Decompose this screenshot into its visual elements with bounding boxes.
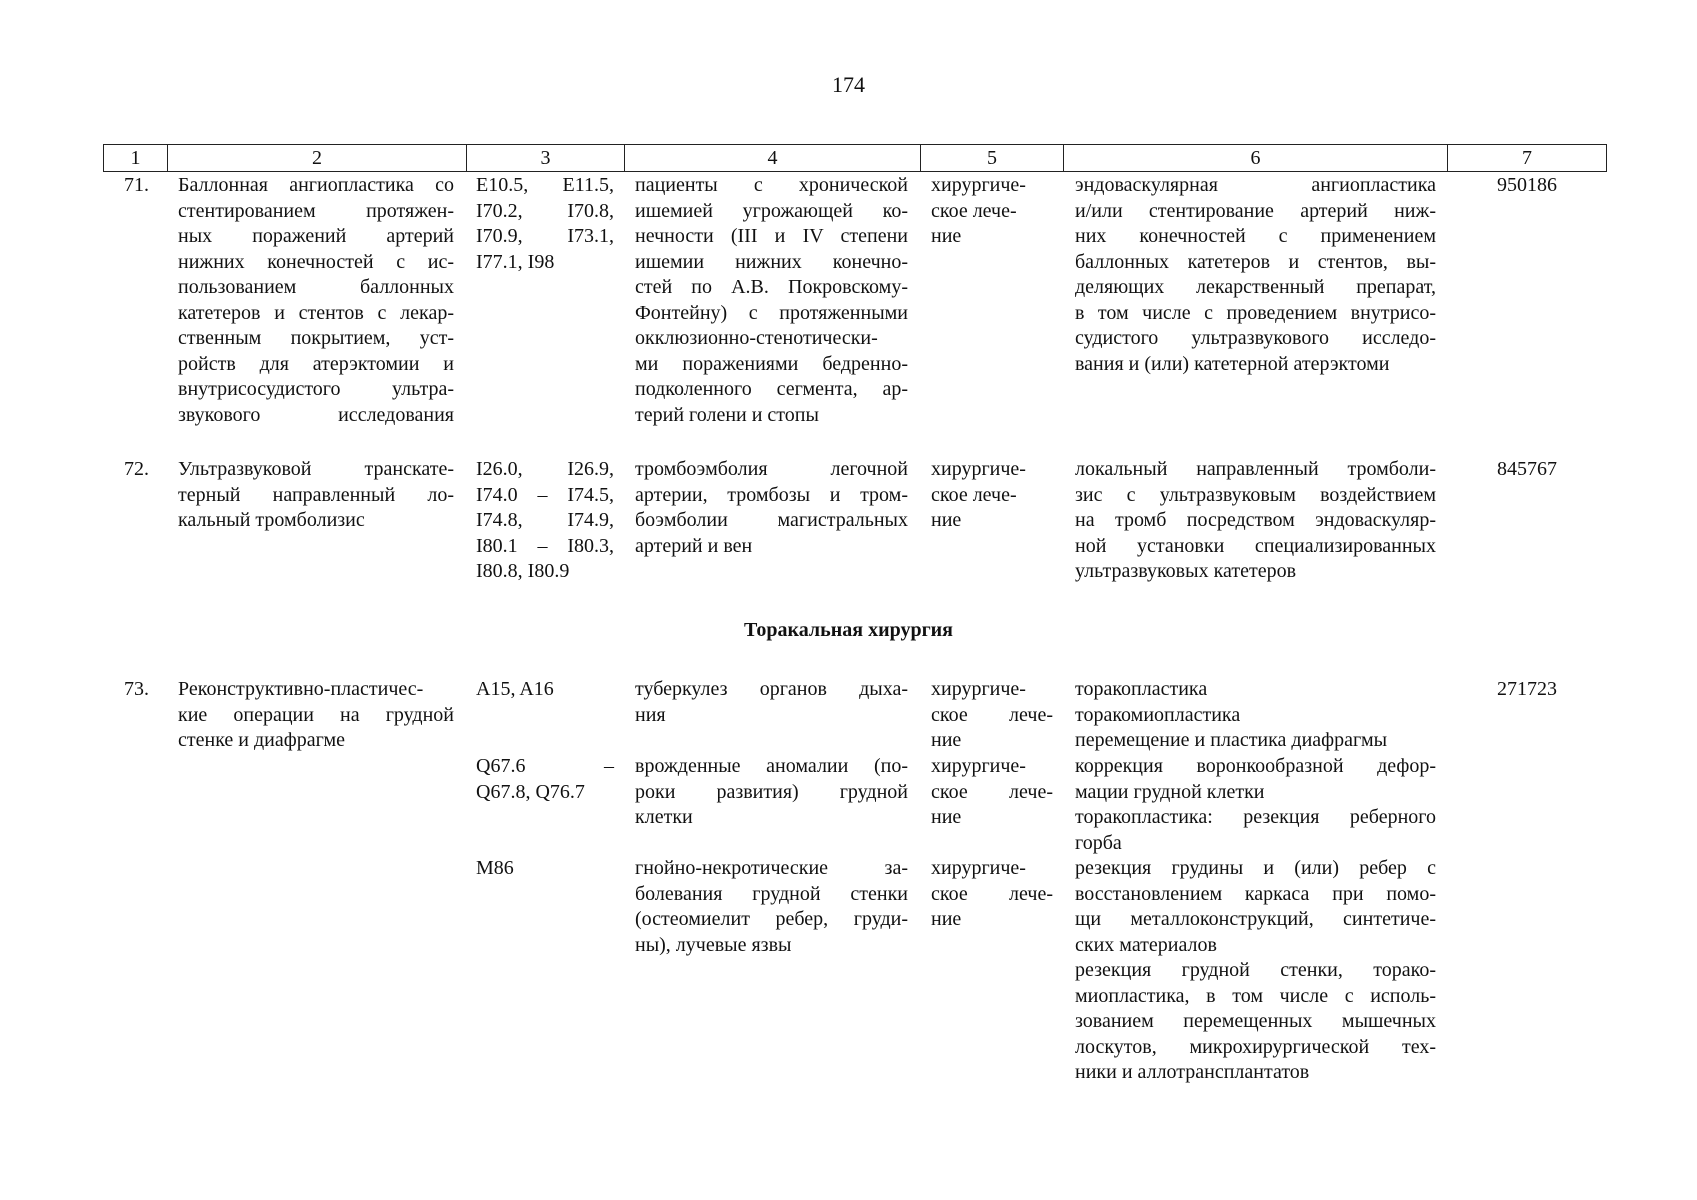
text-line: болевания грудной стенки xyxy=(635,882,908,905)
text-line: I70.9, I73.1, xyxy=(476,225,614,247)
text-line: ние xyxy=(931,806,962,828)
text-line: (остеомиелит ребер, груди- xyxy=(635,908,908,930)
text-line: ных поражений артерий xyxy=(178,225,454,247)
text-line: ишемии нижних конечно- xyxy=(635,250,908,273)
text-line: кальный тромболизис xyxy=(178,509,365,531)
column-header: 2 xyxy=(167,145,466,171)
text-line: зис с ультразвуковым воздействием xyxy=(1075,483,1436,506)
text-line: Баллонная ангиопластика со xyxy=(178,174,454,196)
text-line: и/или стентирование артерий ниж- xyxy=(1075,199,1436,222)
text-line: артерий и вен xyxy=(635,534,753,557)
table-header-row xyxy=(103,144,1607,172)
text-line: нечности (III и IV степени xyxy=(635,225,908,247)
column-header: 3 xyxy=(466,145,624,171)
icd-codes xyxy=(476,856,614,882)
text-line: эндоваскулярная ангиопластика xyxy=(1075,174,1436,196)
text-line: ское лече- xyxy=(931,199,1017,222)
text-line: ние xyxy=(931,729,962,751)
text-line: лоскутов, микрохирургической тех- xyxy=(1075,1035,1436,1058)
treatment-method xyxy=(1075,173,1436,377)
text-line: ники и аллотрансплантатов xyxy=(1075,1061,1310,1083)
text-line: Q67.8, Q76.7 xyxy=(476,780,585,803)
row-number: 72. xyxy=(124,458,149,480)
row-number: 71. xyxy=(124,174,149,196)
patient-model xyxy=(635,677,908,728)
text-line: деляющих лекарственный препарат, xyxy=(1075,276,1436,298)
text-line: щи металлоконструкций, синтетиче- xyxy=(1075,908,1436,930)
text-line: хирургиче- xyxy=(931,174,1026,196)
icd-codes xyxy=(476,457,614,585)
text-line: стенке и диафрагме xyxy=(178,729,346,751)
text-line: хирургиче- xyxy=(931,678,1026,700)
text-line: терий голени и стопы xyxy=(635,403,819,426)
treatment-type xyxy=(931,856,1053,933)
text-line: I70.2, I70.8, xyxy=(476,199,614,222)
text-line: кие операции на грудной xyxy=(178,703,454,726)
text-line: стей по А.В. Покровскому- xyxy=(635,276,908,298)
text-line: подколенного сегмента, ар- xyxy=(635,378,908,400)
page-number: 174 xyxy=(832,72,865,97)
text-line: хирургиче- xyxy=(931,857,1026,879)
text-line: ское лече- xyxy=(931,780,1053,803)
column-header: 4 xyxy=(624,145,920,171)
text-line: миопластика, в том числе с исполь- xyxy=(1075,984,1436,1007)
text-line: ских материалов xyxy=(1075,933,1217,956)
text-line: Ультразвуковой транскате- xyxy=(178,458,454,480)
text-line: на тромб посредством эндоваскуляр- xyxy=(1075,509,1436,531)
cost-value: 845767 xyxy=(1497,458,1557,480)
text-line: мации грудной клетки xyxy=(1075,780,1265,803)
text-line: A15, A16 xyxy=(476,678,554,700)
cost-value: 950186 xyxy=(1497,174,1557,196)
text-line: пациенты с хронической xyxy=(635,174,908,196)
text-line: ния xyxy=(635,703,666,726)
text-line: баллонных катетеров и стентов, вы- xyxy=(1075,250,1436,273)
text-line: ское лече- xyxy=(931,483,1017,506)
text-line: ние xyxy=(931,908,962,930)
service-name xyxy=(178,457,454,534)
text-line: вания и (или) катетерной атерэктоми xyxy=(1075,352,1390,375)
text-line: окклюзионно-стенотически- xyxy=(635,327,878,349)
text-line: тромбоэмболия легочной xyxy=(635,458,908,480)
text-line: торакомиопластика xyxy=(1075,703,1241,726)
text-line: ское лече- xyxy=(931,703,1053,726)
text-line: ское лече- xyxy=(931,882,1053,905)
service-name xyxy=(178,173,454,428)
text-line: I74.0 – I74.5, xyxy=(476,483,614,506)
text-line: ишемией угрожающей ко- xyxy=(635,199,908,222)
column-header: 6 xyxy=(1063,145,1447,171)
cost-value: 271723 xyxy=(1497,678,1557,700)
text-line: нижних конечностей с ис- xyxy=(178,250,454,273)
text-line: ственным покрытием, уст- xyxy=(178,327,454,349)
treatment-type xyxy=(931,677,1053,754)
text-line: Фонтейну) с протяженными xyxy=(635,301,908,324)
text-line: клетки xyxy=(635,806,693,828)
text-line: I80.1 – I80.3, xyxy=(476,534,614,557)
text-line: I26.0, I26.9, xyxy=(476,458,614,480)
treatment-method xyxy=(1075,754,1436,856)
text-line: резекция грудной стенки, торако- xyxy=(1075,959,1436,981)
patient-model xyxy=(635,856,908,958)
text-line: коррекция воронкообразной дефор- xyxy=(1075,755,1436,777)
text-line: гнойно-некротические за- xyxy=(635,857,908,879)
row-number: 73. xyxy=(124,678,149,700)
text-line: туберкулез органов дыха- xyxy=(635,678,908,700)
text-line: звукового исследования xyxy=(178,403,454,426)
text-line: стентированием протяжен- xyxy=(178,199,454,222)
text-line: артерии, тромбозы и тром- xyxy=(635,483,908,506)
icd-codes xyxy=(476,754,614,805)
text-line: катетеров и стентов с лекар- xyxy=(178,301,454,324)
text-line: в том числе с проведением внутрисо- xyxy=(1075,301,1436,324)
text-line: роки развития) грудной xyxy=(635,780,908,803)
text-line: хирургиче- xyxy=(931,458,1026,480)
treatment-type xyxy=(931,457,1053,534)
patient-model xyxy=(635,754,908,831)
patient-model xyxy=(635,457,908,559)
treatment-method xyxy=(1075,677,1436,754)
text-line: ми поражениями бедренно- xyxy=(635,352,908,375)
text-line: хирургиче- xyxy=(931,755,1026,777)
text-line: Q67.6 – xyxy=(476,755,614,777)
text-line: ройств для атерэктомии и xyxy=(178,352,454,375)
text-line: M86 xyxy=(476,857,514,879)
text-line: пользованием баллонных xyxy=(178,276,454,298)
text-line: ние xyxy=(931,509,962,531)
text-line: Реконструктивно-пластичес- xyxy=(178,678,424,700)
treatment-method xyxy=(1075,457,1436,585)
text-line: зованием перемещенных мышечных xyxy=(1075,1010,1436,1032)
text-line: ны), лучевые язвы xyxy=(635,933,792,956)
text-line: них конечностей с применением xyxy=(1075,225,1436,247)
treatment-type xyxy=(931,754,1053,831)
text-line: врожденные аномалии (по- xyxy=(635,755,908,777)
text-line: перемещение и пластика диафрагмы xyxy=(1075,729,1388,751)
text-line: резекция грудины и (или) ребер с xyxy=(1075,857,1436,879)
text-line: боэмболии магистральных xyxy=(635,509,908,531)
column-header: 7 xyxy=(1447,145,1607,171)
section-title: Торакальная хирургия xyxy=(743,619,954,641)
text-line: внутрисосудистого ультра- xyxy=(178,378,454,400)
text-line: I80.8, I80.9 xyxy=(476,560,570,582)
column-header: 5 xyxy=(920,145,1063,171)
column-header: 1 xyxy=(103,145,167,171)
patient-model xyxy=(635,173,908,428)
service-name xyxy=(178,677,454,754)
text-line: ультразвуковых катетеров xyxy=(1075,560,1297,582)
text-line: торакопластика: резекция реберного xyxy=(1075,806,1436,828)
text-line: ние xyxy=(931,225,962,247)
text-line: торакопластика xyxy=(1075,678,1208,700)
icd-codes xyxy=(476,173,614,275)
treatment-method xyxy=(1075,856,1436,1086)
text-line: ной установки специализированных xyxy=(1075,534,1436,557)
text-line: I77.1, I98 xyxy=(476,250,555,273)
text-line: терный направленный ло- xyxy=(178,483,454,506)
text-line: судистого ультразвукового исследо- xyxy=(1075,327,1436,349)
text-line: горба xyxy=(1075,831,1122,854)
treatment-type xyxy=(931,173,1053,250)
text-line: I74.8, I74.9, xyxy=(476,509,614,531)
text-line: E10.5, E11.5, xyxy=(476,174,614,196)
text-line: восстановлением каркаса при помо- xyxy=(1075,882,1436,905)
icd-codes xyxy=(476,677,614,703)
text-line: локальный направленный тромболи- xyxy=(1075,458,1436,480)
